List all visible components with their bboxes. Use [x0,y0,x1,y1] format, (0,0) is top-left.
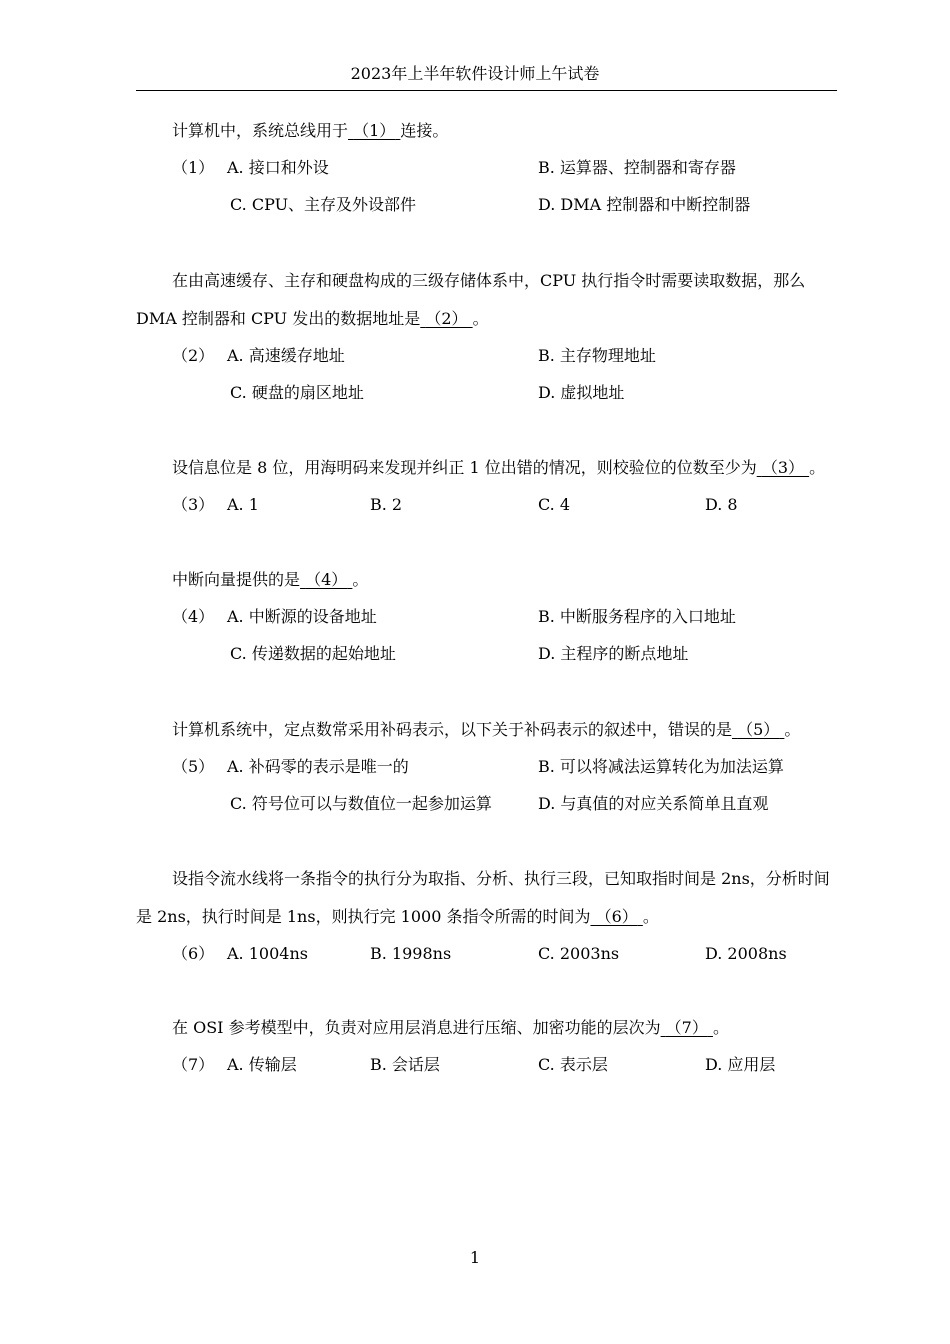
option-c: C. 传递数据的起始地址 [230,644,396,663]
question-number: （6） [172,944,215,963]
question-stem: 在 OSI 参考模型中，负责对应用层消息进行压缩、加密功能的层次为 （7） 。 [172,1018,729,1037]
question-number: （3） [172,495,215,514]
question-1 [136,121,837,215]
header-rule [136,90,837,91]
option-c: C. 2003ns [538,944,620,963]
question-number: （5） [172,757,215,776]
option-c: C. CPU、主存及外设部件 [230,195,417,214]
option-d: D. DMA 控制器和中断控制器 [538,195,751,214]
question-number: （2） [172,346,215,365]
question-number: （4） [172,607,215,626]
page-number: 1 [469,1248,481,1267]
option-d: D. 8 [705,495,738,514]
option-c: C. 4 [538,495,571,514]
options-row [136,794,837,814]
answer-blank: （4） [305,570,348,589]
option-c: C. 表示层 [538,1055,608,1074]
answer-blank: （1） [353,121,396,140]
answer-blank: （7） [665,1018,708,1037]
question-2 [136,262,837,403]
option-a: A. 1004ns [227,944,308,963]
question-stem: 设指令流水线将一条指令的执行分为取指、分析、执行三段，已知取指时间是 2ns，分析时间是 2ns，执行时间是 1ns，则执行完 1000 条指令所需的时间为 （6） 。 [136,869,830,926]
question-stem: 设信息位是 8 位，用海明码来发现并纠正 1 位出错的情况，则校验位的位数至少为 （3） 。 [172,458,826,477]
option-c: C. 硬盘的扇区地址 [230,383,364,402]
option-d: D. 虚拟地址 [538,383,625,402]
question-7 [136,1018,837,1075]
options-row [136,158,837,178]
page-header-title: 2023年上半年软件设计师上午试卷 [350,64,600,83]
options-row [136,195,837,215]
options-row [136,1055,837,1075]
option-a: A. 接口和外设 [227,158,329,177]
option-a: A. 中断源的设备地址 [227,607,377,626]
answer-blank: （3） [761,458,804,477]
option-a: A. 高速缓存地址 [227,346,345,365]
options-row [136,495,837,515]
options-row [136,644,837,664]
options-row [136,383,837,403]
option-b: B. 可以将减法运算转化为加法运算 [538,757,784,776]
question-stem: 在由高速缓存、主存和硬盘构成的三级存储体系中，CPU 执行指令时需要读取数据，那么 DMA 控制器和 CPU 发出的数据地址是 （2） 。 [136,271,806,328]
question-6 [136,860,837,964]
option-b: B. 2 [370,495,403,514]
options-row [136,346,837,366]
option-d: D. 主程序的断点地址 [538,644,689,663]
answer-blank: （5） [737,720,780,739]
option-b: B. 1998ns [370,944,452,963]
option-d: D. 应用层 [705,1055,776,1074]
question-number: （7） [172,1055,215,1074]
option-d: D. 2008ns [705,944,787,963]
option-a: A. 1 [227,495,259,514]
option-b: B. 主存物理地址 [538,346,656,365]
option-b: B. 运算器、控制器和寄存器 [538,158,736,177]
option-a: A. 传输层 [227,1055,297,1074]
answer-blank: （6） [595,907,638,926]
option-b: B. 中断服务程序的入口地址 [538,607,736,626]
question-4 [136,570,837,664]
options-row [136,944,837,964]
option-d: D. 与真值的对应关系简单且直观 [538,794,769,813]
question-stem: 计算机中，系统总线用于 （1） 连接。 [172,121,449,140]
question-5 [136,720,837,814]
option-a: A. 补码零的表示是唯一的 [227,757,409,776]
options-row [136,607,837,627]
option-c: C. 符号位可以与数值位一起参加运算 [230,794,492,813]
option-b: B. 会话层 [370,1055,440,1074]
answer-blank: （2） [425,309,468,328]
question-number: （1） [172,158,215,177]
question-3 [136,458,837,515]
question-stem: 中断向量提供的是 （4） 。 [172,570,369,589]
question-stem: 计算机系统中，定点数常采用补码表示，以下关于补码表示的叙述中，错误的是 （5） 。 [172,720,801,739]
options-row [136,757,837,777]
